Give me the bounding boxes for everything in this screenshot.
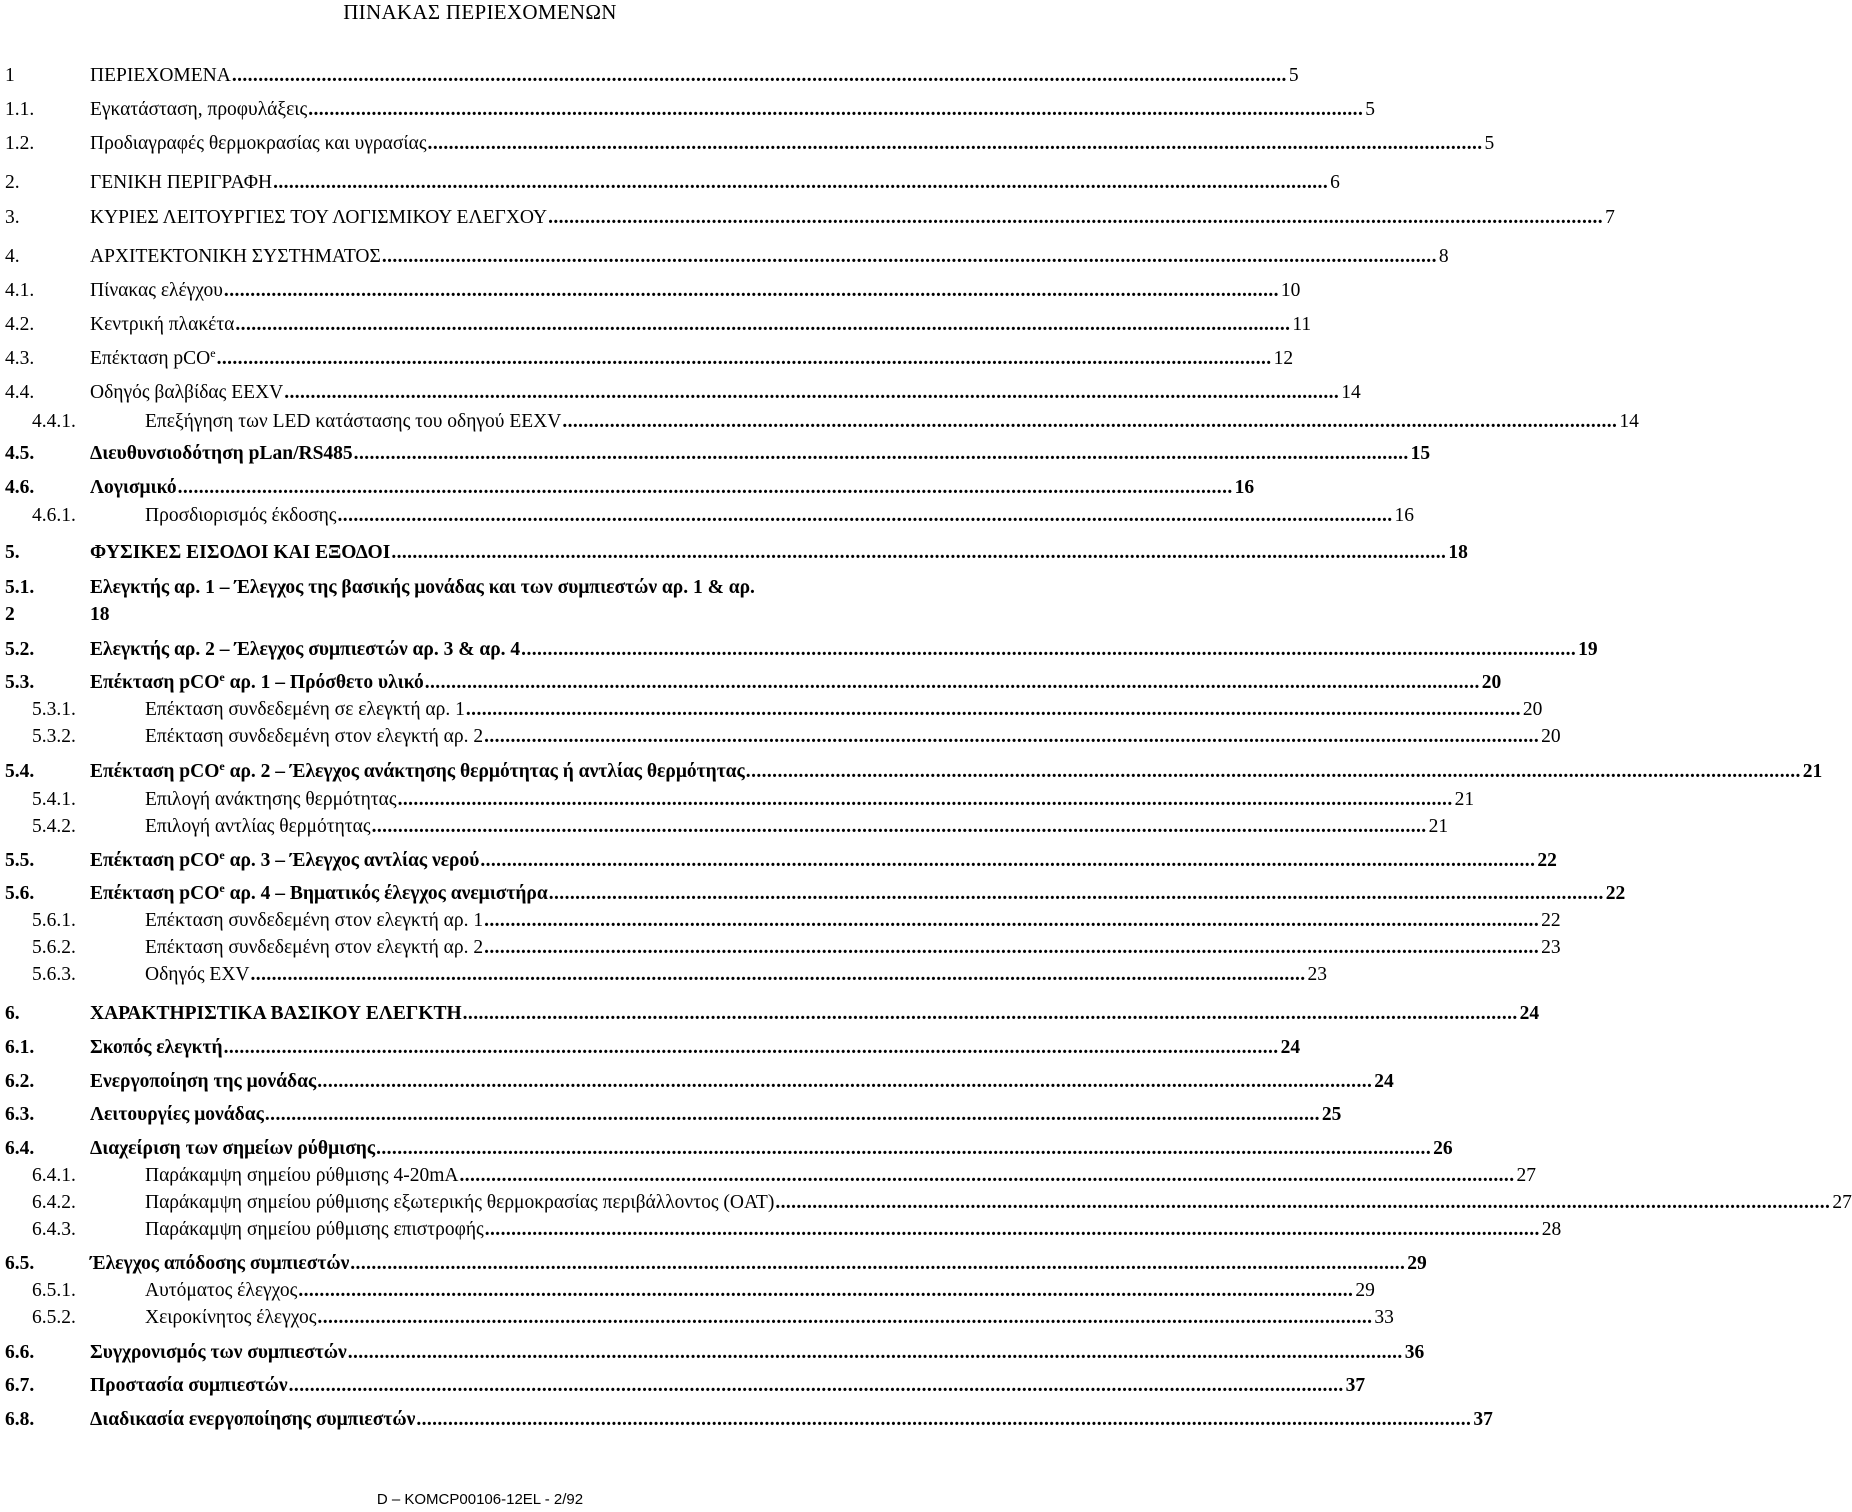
toc-entry-superscript: e	[219, 670, 225, 684]
toc-entry-title-text: Κεντρική πλακέτα	[90, 314, 235, 335]
toc-dot-leader: ........................................................................................................................................................................................................	[317, 1071, 1373, 1092]
toc-entry-number: 6.4.3.	[32, 1219, 76, 1240]
toc-entry-title	[145, 963, 250, 987]
toc-entry-title-text: Αυτόματος έλεγχος	[145, 1280, 298, 1301]
toc-entry-page-number: 15	[1410, 443, 1431, 464]
toc-entry-title	[145, 410, 561, 434]
toc-entry-title-text: Επέκταση συνδεδεμένη σε ελεγκτή αρ. 1	[145, 699, 465, 720]
toc-dot-leader: ........................................................................................................................................................................................................	[337, 505, 1393, 526]
toc-entry-title	[90, 171, 272, 195]
toc-dot-leader: ........................................................................................................................................................................................................	[250, 964, 1306, 985]
toc-entry[interactable]	[0, 1341, 1425, 1365]
toc-entry-number: 3.	[5, 207, 20, 228]
toc-entry-page-number: 23	[1307, 964, 1328, 985]
toc-entry[interactable]	[0, 1070, 1394, 1094]
toc-dot-leader: ........................................................................................................................................................................................................	[177, 477, 1233, 498]
toc-entry[interactable]	[0, 1103, 1342, 1127]
toc-entry[interactable]	[0, 638, 1598, 662]
toc-entry-title	[145, 698, 465, 722]
toc-dot-leader: ........................................................................................................................................................................................................	[745, 761, 1801, 782]
toc-entry-page-number: 18	[1448, 542, 1468, 563]
toc-entry-title	[145, 1191, 774, 1215]
toc-entry-title	[145, 815, 371, 839]
toc-dot-leader: ........................................................................................................................................................................................................	[235, 314, 1291, 335]
toc-entry-title	[90, 671, 424, 695]
toc-entry-title	[90, 245, 381, 269]
toc-entry-number: 6.6.	[5, 1342, 35, 1363]
toc-dot-leader: ........................................................................................................................................................................................................	[353, 443, 1409, 464]
toc-dot-leader: ........................................................................................................................................................................................................	[484, 910, 1540, 931]
toc-dot-leader: ........................................................................................................................................................................................................	[416, 1409, 1472, 1430]
toc-entry-number: 4.4.1.	[32, 411, 76, 432]
toc-dot-leader: ........................................................................................................................................................................................................	[462, 1003, 1518, 1024]
page-footer: D – KOMCP00106-12EL - 2/92	[376, 1491, 584, 1508]
toc-dot-leader: ........................................................................................................................................................................................................	[223, 1037, 1279, 1058]
toc-entry-number: 6.5.2.	[32, 1307, 76, 1328]
toc-entry[interactable]	[0, 1279, 1375, 1303]
toc-entry-title-text: Προδιαγραφές θερμοκρασίας και υγρασίας	[90, 133, 427, 154]
toc-entry-title-text: Διαδικασία ενεργοποίησης συμπιεστών	[90, 1409, 416, 1430]
toc-entry-number: 6.5.1.	[32, 1280, 76, 1301]
toc-entry-number: 2.	[5, 172, 20, 193]
toc-entry-title-text: Σκοπός ελεγκτή	[90, 1037, 223, 1058]
toc-entry-number: 5.3.1.	[32, 699, 76, 720]
toc-entry-title	[90, 1036, 223, 1060]
toc-entry-page-number: 27	[1516, 1165, 1536, 1186]
toc-dot-leader: ........................................................................................................................................................................................................	[548, 207, 1604, 228]
toc-entry-number: 1.1.	[5, 99, 35, 120]
toc-dot-leader: ........................................................................................................................................................................................................	[298, 1280, 1354, 1301]
toc-entry-title	[90, 576, 755, 600]
toc-entry-title	[90, 1374, 288, 1398]
toc-dot-leader: ........................................................................................................................................................................................................	[424, 672, 1480, 693]
toc-entry[interactable]	[0, 1191, 1852, 1215]
toc-entry-title-continued: αρ. 4 – Βηματικός έλεγχος ανεμιστήρα	[224, 883, 548, 904]
toc-entry-page-number: 20	[1481, 672, 1502, 693]
toc-entry-title-text: ΦΥΣΙΚΕΣ ΕΙΣΟΔΟΙ ΚΑΙ ΕΞΟΔΟΙ	[90, 542, 391, 563]
toc-entry-number: 6.1.	[5, 1037, 35, 1058]
toc-dot-leader: ........................................................................................................................................................................................................	[391, 542, 1447, 563]
toc-dot-leader: ........................................................................................................................................................................................................	[273, 172, 1329, 193]
toc-entry[interactable]	[0, 346, 1294, 371]
toc-dot-leader: ........................................................................................................................................................................................................	[381, 246, 1437, 267]
toc-dot-leader: ........................................................................................................................................................................................................	[484, 726, 1540, 747]
toc-entry-title	[90, 98, 307, 122]
toc-entry[interactable]	[0, 476, 1255, 500]
toc-entry[interactable]	[0, 245, 1449, 269]
toc-entry[interactable]	[0, 759, 1823, 784]
toc-entry[interactable]	[0, 1252, 1427, 1276]
toc-entry-page-number: 10	[1280, 280, 1301, 301]
toc-entry-number: 6.4.2.	[32, 1192, 76, 1213]
toc-entry-number: 5.6.1.	[32, 910, 76, 931]
toc-entry[interactable]	[0, 936, 1561, 960]
toc-entry-title	[90, 381, 283, 405]
toc-entry-number: 6.5.	[5, 1253, 35, 1274]
toc-entry[interactable]	[0, 442, 1431, 466]
toc-entry-title	[90, 638, 520, 662]
toc-entry-title	[145, 504, 337, 528]
toc-entry-page-number: 21	[1454, 789, 1475, 810]
toc-entry[interactable]	[0, 1164, 1536, 1188]
toc-dot-leader: ........................................................................................................................................................................................................	[484, 1219, 1540, 1240]
toc-entry-page-number: 28	[1541, 1219, 1562, 1240]
toc-entry-title	[90, 1103, 264, 1127]
toc-dot-leader: ........................................................................................................................................................................................................	[284, 382, 1340, 403]
toc-entry-page-number: 22	[1537, 850, 1557, 871]
toc-entry-title	[90, 603, 110, 627]
toc-entry-page-number: 22	[1541, 910, 1561, 931]
toc-entry-title	[90, 541, 390, 565]
toc-entry[interactable]	[0, 1137, 1453, 1161]
toc-entry-title	[90, 1341, 347, 1365]
toc-entry-number: 4.2.	[5, 314, 35, 335]
toc-entry[interactable]	[0, 815, 1449, 839]
toc-entry-number: 6.3.	[5, 1104, 35, 1125]
toc-entry-title	[90, 279, 223, 303]
toc-entry-number: 4.1.	[5, 280, 35, 301]
toc-entry-title-text: Επέκταση συνδεδεμένη στον ελεγκτή αρ. 1	[145, 910, 484, 931]
toc-dot-leader: ........................................................................................................................................................................................................	[521, 639, 1577, 660]
toc-entry-superscript: e	[219, 881, 225, 895]
toc-entry-title-text: ΚΥΡΙΕΣ ΛΕΙΤΟΥΡΓΙΕΣ ΤΟΥ ΛΟΓΙΣΜΙΚΟΥ ΕΛΕΓΧΟΥ	[90, 207, 548, 228]
toc-entry-number: 5.4.2.	[32, 816, 76, 837]
toc-entry-title	[145, 1306, 316, 1330]
toc-entry-title-text: Επέκταση συνδεδεμένη στον ελεγκτή αρ. 2	[145, 726, 484, 747]
toc-entry-page-number: 19	[1578, 639, 1598, 660]
toc-dot-leader: ........................................................................................................................................................................................................	[376, 1138, 1432, 1159]
toc-entry-superscript: e	[210, 346, 216, 360]
toc-entry-number: 5.6.3.	[32, 964, 76, 985]
toc-entry-title-text: ΓΕΝΙΚΗ ΠΕΡΙΓΡΑΦΗ	[90, 172, 273, 193]
toc-entry-title	[90, 1002, 462, 1026]
toc-entry[interactable]	[0, 132, 1495, 156]
toc-entry-page-number: 5	[1365, 99, 1375, 120]
toc-entry[interactable]	[0, 1036, 1301, 1060]
toc-entry-title	[90, 849, 479, 873]
toc-entry-number: 5.6.2.	[32, 937, 76, 958]
toc-dot-leader: ........................................................................................................................................................................................................	[480, 850, 1536, 871]
toc-entry-page-number: 5	[1484, 133, 1495, 154]
toc-entry-title-text: Παράκαμψη σημείου ρύθμισης επιστροφής	[145, 1219, 484, 1240]
toc-entry-title	[90, 206, 547, 230]
toc-entry-title	[90, 64, 231, 88]
toc-entry-title-text: Παράκαμψη σημείου ρύθμισης εξωτερικής θερμοκρασίας περιβάλλοντος (OAT)	[145, 1192, 775, 1213]
toc-dot-leader: ........................................................................................................................................................................................................	[371, 816, 1427, 837]
toc-entry-title	[145, 1279, 297, 1303]
toc-entry-number: 4.	[5, 246, 20, 267]
toc-entry[interactable]	[0, 963, 1328, 987]
toc-entry-title-text: Επεξήγηση των LED κατάστασης του οδηγού EEXV	[145, 411, 562, 432]
toc-entry[interactable]	[0, 698, 1543, 722]
toc-entry-title-text: ΧΑΡΑΚΤΗΡΙΣΤΙΚΑ ΒΑΣΙΚΟΥ ΕΛΕΓΚΤΗ	[90, 1003, 462, 1024]
toc-entry-number: 6.	[5, 1003, 20, 1024]
toc-entry-title	[90, 1137, 375, 1161]
toc-entry-number: 6.7.	[5, 1375, 35, 1396]
toc-entry-number: 1.2.	[5, 133, 35, 154]
toc-entry-title	[90, 760, 745, 784]
toc-entry-number: 6.4.1.	[32, 1165, 76, 1186]
toc-entry[interactable]	[0, 98, 1375, 122]
toc-entry-page-number: 20	[1541, 726, 1561, 747]
toc-entry-page-number: 8	[1438, 246, 1449, 267]
toc-entry-page-number: 21	[1802, 761, 1823, 782]
toc-entry-number: 6.2.	[5, 1071, 35, 1092]
toc-entry-title-text: Διευθυνσιοδότηση pLan/RS485	[90, 443, 353, 464]
toc-entry-page-number: 27	[1832, 1192, 1852, 1213]
toc-entry[interactable]	[0, 64, 1299, 88]
toc-entry[interactable]	[0, 670, 1502, 695]
toc-entry-number: 5.	[5, 542, 20, 563]
toc-dot-leader: ........................................................................................................................................................................................................	[317, 1307, 1373, 1328]
toc-entry-title-text: Παράκαμψη σημείου ρύθμισης 4-20mA	[145, 1165, 459, 1186]
toc-entry-title-text: Πίνακας ελέγχου	[90, 280, 223, 301]
toc-entry[interactable]	[0, 1306, 1394, 1330]
toc-entry[interactable]	[0, 381, 1361, 405]
toc-entry-page-number: 14	[1619, 411, 1639, 432]
toc-title: ΠΙΝΑΚΑΣ ΠΕΡΙΕΧΟΜΕΝΩΝ	[343, 0, 617, 24]
toc-entry-title-text: Επέκταση pCO	[90, 850, 220, 871]
toc-entry-page-number: 21	[1428, 816, 1449, 837]
toc-entry-title	[90, 476, 177, 500]
toc-entry-title-text: Έλεγχος απόδοσης συμπιεστών	[90, 1253, 350, 1274]
toc-dot-leader: ........................................................................................................................................................................................................	[484, 937, 1540, 958]
toc-entry-title-text: Λογισμικό	[90, 477, 177, 498]
toc-entry-title	[90, 347, 216, 371]
toc-entry-page-number: 16	[1394, 505, 1415, 526]
toc-entry-page-number: 37	[1473, 1409, 1493, 1430]
toc-entry-number: 4.5.	[5, 443, 35, 464]
toc-entry-title	[90, 1252, 349, 1276]
toc-dot-leader: ........................................................................................................................................................................................................	[459, 1165, 1515, 1186]
toc-entry-title-text: Επέκταση pCO	[90, 883, 220, 904]
toc-entry[interactable]	[0, 788, 1475, 812]
toc-entry[interactable]	[0, 1408, 1493, 1432]
toc-entry-title-text: Λειτουργίες μονάδας	[90, 1104, 264, 1125]
toc-dot-leader: ........................................................................................................................................................................................................	[350, 1253, 1406, 1274]
toc-entry-title-text: Ελεγκτής αρ. 1 – Έλεγχος της βασικής μονάδας και των συμπιεστών αρ. 1 & αρ.	[90, 577, 755, 598]
toc-entry-number: 6.4.	[5, 1138, 35, 1159]
toc-entry-title-text: Επέκταση pCO	[90, 761, 220, 782]
toc-entry-title-continued: αρ. 2 – Έλεγχος ανάκτησης θερμότητας ή αντλίας θερμότητας	[224, 761, 745, 782]
toc-entry-title	[90, 442, 353, 466]
toc-dot-leader: ........................................................................................................................................................................................................	[397, 789, 1453, 810]
toc-entry-title-text: Ενεργοποίηση της μονάδας	[90, 1071, 317, 1092]
toc-dot-leader: ........................................................................................................................................................................................................	[223, 280, 1279, 301]
toc-entry-number: 5.3.	[5, 672, 35, 693]
toc-dot-leader: ........................................................................................................................................................................................................	[288, 1375, 1344, 1396]
toc-entry-title-text: Συγχρονισμός των συμπιεστών	[90, 1342, 347, 1363]
toc-entry-title-continued: αρ. 1 – Πρόσθετο υλικό	[224, 672, 424, 693]
toc-entry-number: 5.2.	[5, 639, 35, 660]
toc-entry[interactable]	[0, 1374, 1366, 1398]
toc-entry-title	[90, 1070, 316, 1094]
toc-entry-page-number: 33	[1374, 1307, 1394, 1328]
toc-entry[interactable]	[0, 848, 1557, 873]
toc-entry-title	[90, 1408, 415, 1432]
toc-entry-number: 4.6.	[5, 477, 35, 498]
toc-entry-page-number: 29	[1407, 1253, 1427, 1274]
toc-entry-page-number: 26	[1433, 1138, 1453, 1159]
toc-entry-title	[145, 788, 397, 812]
toc-entry-page-number: 6	[1330, 172, 1340, 193]
toc-entry-page-number: 22	[1605, 883, 1626, 904]
toc-entry-title-text: ΠΕΡΙΕΧΟΜΕΝΑ	[90, 65, 231, 86]
toc-entry-title-text: Προστασία συμπιεστών	[90, 1375, 288, 1396]
toc-dot-leader: ........................................................................................................................................................................................................	[427, 133, 1483, 154]
toc-entry-page-number: 24	[1519, 1003, 1540, 1024]
toc-dot-leader: ........................................................................................................................................................................................................	[264, 1104, 1320, 1125]
toc-entry-title	[145, 725, 483, 749]
toc-entry-title-text: Επέκταση pCO	[90, 672, 220, 693]
toc-entry[interactable]	[0, 725, 1561, 749]
toc-entry[interactable]	[0, 279, 1301, 303]
toc-entry-title	[145, 1164, 458, 1188]
toc-entry-page-number: 25	[1321, 1104, 1342, 1125]
toc-entry-title	[90, 132, 427, 156]
toc-entry-title-text: 18	[90, 604, 110, 625]
toc-entry-page-number: 5	[1288, 65, 1299, 86]
toc-entry-number: 4.6.1.	[32, 505, 76, 526]
toc-entry-title-text: Επέκταση pCO	[90, 348, 211, 369]
toc-entry-page-number: 29	[1355, 1280, 1375, 1301]
toc-dot-leader: ........................................................................................................................................................................................................	[548, 883, 1604, 904]
toc-entry-superscript: e	[219, 759, 225, 773]
toc-entry-number: 5.4.1.	[32, 789, 76, 810]
toc-entry-title-text: Προσδιορισμός έκδοσης	[145, 505, 337, 526]
toc-entry[interactable]	[0, 603, 960, 627]
toc-entry[interactable]	[0, 410, 1639, 434]
toc-entry[interactable]	[0, 171, 1340, 195]
toc-entry-number: 5.5.	[5, 850, 35, 871]
toc-entry[interactable]	[0, 1218, 1562, 1242]
toc-entry-title-text: ΑΡΧΙΤΕΚΤΟΝΙΚΗ ΣΥΣΤΗΜΑΤΟΣ	[90, 246, 381, 267]
toc-entry[interactable]	[0, 504, 1415, 528]
toc-entry-title-text: Εγκατάσταση, προφυλάξεις	[90, 99, 308, 120]
toc-entry-number: 6.8.	[5, 1409, 35, 1430]
toc-entry[interactable]	[0, 206, 1615, 230]
toc-entry-title-text: Διαχείριση των σημείων ρύθμισης	[90, 1138, 376, 1159]
toc-entry-number: 4.4.	[5, 382, 35, 403]
toc-entry-page-number: 36	[1404, 1342, 1425, 1363]
toc-entry-title	[145, 1218, 484, 1242]
toc-entry-title-text: Οδηγός βαλβίδας EEXV	[90, 382, 284, 403]
toc-entry-page-number: 20	[1522, 699, 1543, 720]
toc-entry-page-number: 23	[1541, 937, 1561, 958]
toc-dot-leader: ........................................................................................................................................................................................................	[562, 411, 1618, 432]
toc-entry[interactable]	[0, 541, 1468, 565]
toc-entry-number: 4.3.	[5, 348, 35, 369]
toc-dot-leader: ........................................................................................................................................................................................................	[775, 1192, 1831, 1213]
toc-entry-page-number: 24	[1280, 1037, 1301, 1058]
toc-entry-title-text: Επέκταση συνδεδεμένη στον ελεγκτή αρ. 2	[145, 937, 484, 958]
toc-dot-leader: ........................................................................................................................................................................................................	[216, 348, 1272, 369]
toc-entry-number: 5.3.2.	[32, 726, 76, 747]
toc-entry-number: 5.4.	[5, 761, 35, 782]
toc-entry-number: 1	[5, 65, 15, 86]
toc-entry-title	[145, 909, 483, 933]
toc-entry-title-text: Επιλογή αντλίας θερμότητας	[145, 816, 371, 837]
toc-entry-title	[90, 882, 548, 906]
toc-entry[interactable]	[0, 881, 1626, 906]
toc-entry-page-number: 24	[1374, 1071, 1394, 1092]
toc-entry-title-text: Επιλογή ανάκτησης θερμότητας	[145, 789, 397, 810]
toc-dot-leader: ........................................................................................................................................................................................................	[231, 65, 1287, 86]
toc-entry-superscript: e	[219, 848, 225, 862]
toc-dot-leader: ........................................................................................................................................................................................................	[308, 99, 1364, 120]
toc-entry-page-number: 16	[1234, 477, 1255, 498]
toc-entry[interactable]	[0, 576, 960, 600]
toc-entry-title	[90, 313, 234, 337]
toc-entry[interactable]	[0, 1002, 1540, 1026]
toc-entry[interactable]	[0, 313, 1312, 337]
toc-entry-title	[145, 936, 483, 960]
toc-entry-title-text: Οδηγός EXV	[145, 964, 250, 985]
toc-entry-title-text: Χειροκίνητος έλεγχος	[145, 1307, 317, 1328]
toc-entry-page-number: 7	[1605, 207, 1615, 228]
toc-entry-page-number: 11	[1292, 314, 1312, 335]
toc-entry-page-number: 37	[1345, 1375, 1366, 1396]
toc-entry-title-text: Ελεγκτής αρ. 2 – Έλεγχος συμπιεστών αρ. 3 & αρ. 4	[90, 639, 521, 660]
toc-dot-leader: ........................................................................................................................................................................................................	[465, 699, 1521, 720]
toc-entry-title-continued: αρ. 3 – Έλεγχος αντλίας νερού	[224, 850, 480, 871]
toc-dot-leader: ........................................................................................................................................................................................................	[347, 1342, 1403, 1363]
toc-entry-number: 5.6.	[5, 883, 35, 904]
toc-entry-page-number: 12	[1273, 348, 1294, 369]
toc-entry-number: 2	[5, 604, 15, 625]
toc-entry[interactable]	[0, 909, 1561, 933]
toc-entry-number: 5.1.	[5, 577, 35, 598]
toc-entry-page-number: 14	[1341, 382, 1361, 403]
